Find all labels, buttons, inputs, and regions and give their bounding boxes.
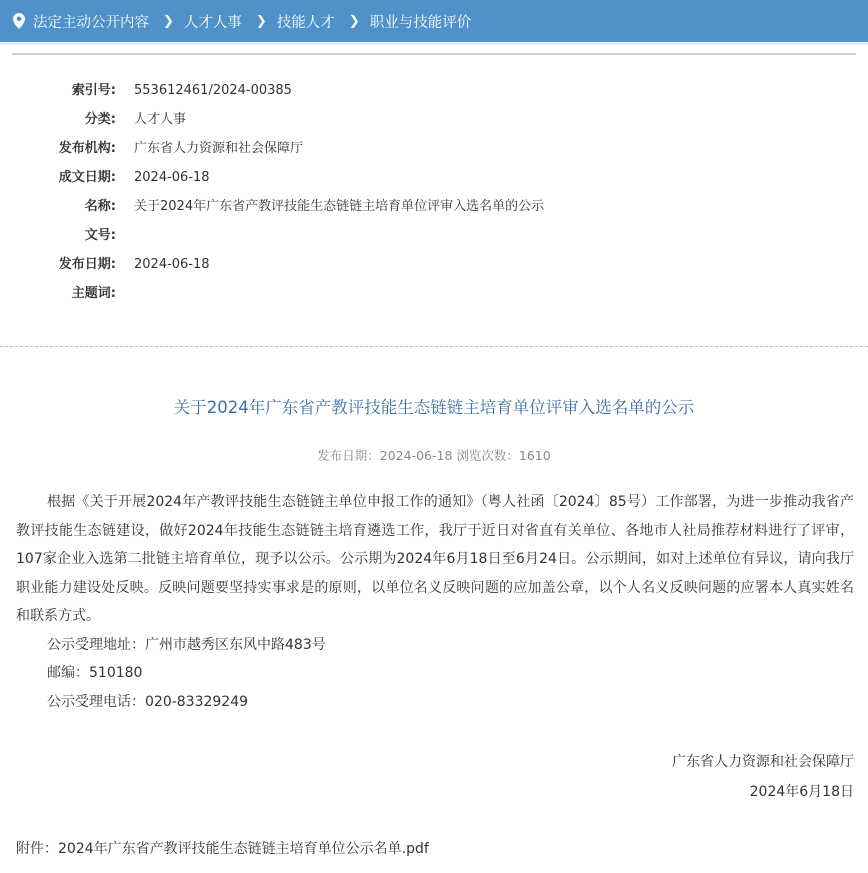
meta-row-doc-number bbox=[0, 221, 868, 250]
signature-date: 2024年6月18日 bbox=[749, 784, 854, 800]
chevron-right-icon: ❯ bbox=[255, 13, 267, 29]
meta-label: 文号: bbox=[84, 228, 116, 243]
meta-row-title bbox=[0, 192, 868, 221]
breadcrumb-item-public-content[interactable]: 法定主动公开内容 bbox=[33, 14, 149, 31]
meta-row-keywords bbox=[0, 279, 868, 308]
article-title: 关于2024年广东省产教评技能生态链链主培育单位评审入选名单的公示 bbox=[173, 398, 695, 417]
breadcrumb-item-talent[interactable]: 人才人事 bbox=[183, 14, 242, 31]
meta-row-publisher bbox=[0, 134, 868, 163]
meta-value: 人才人事 bbox=[134, 112, 187, 127]
meta-value: 广东省人力资源和社会保障厅 bbox=[134, 141, 304, 156]
breadcrumb-item-skilled-talent[interactable]: 技能人才 bbox=[276, 14, 335, 31]
section-divider bbox=[12, 53, 856, 55]
meta-label: 名称: bbox=[84, 199, 116, 214]
meta-row-category bbox=[0, 105, 868, 134]
meta-label: 成文日期: bbox=[58, 170, 116, 185]
meta-label: 分类: bbox=[84, 112, 116, 127]
chevron-right-icon: ❯ bbox=[163, 13, 174, 29]
meta-value: 2024-06-18 bbox=[134, 257, 210, 272]
postcode-line: 邮编：510180 bbox=[47, 665, 143, 681]
meta-row-publish-date bbox=[0, 250, 868, 279]
chevron-right-icon: ❯ bbox=[348, 13, 360, 29]
header-underline bbox=[0, 42, 868, 45]
meta-value: 553612461/2024-00385 bbox=[134, 83, 292, 98]
attachment-label: 附件： bbox=[16, 841, 58, 857]
meta-label: 主题词: bbox=[71, 286, 116, 301]
address-line: 公示受理地址：广州市越秀区东风中路483号 bbox=[47, 636, 326, 653]
article-body bbox=[16, 488, 854, 716]
meta-row-written-date bbox=[0, 163, 868, 192]
breadcrumb-item-skill-evaluation[interactable]: 职业与技能评价 bbox=[369, 14, 472, 31]
publish-info: 发布日期：2024-06-18 浏览次数：1610 bbox=[317, 448, 551, 463]
meta-label: 索引号: bbox=[71, 83, 116, 98]
body-paragraph: 根据《关于开展2024年产教评技能生态链链主单位申报工作的通知》（粤人社函〔2024〕85号）工作部署，为进一步推动我省产教评技能生态链建设，做好2024年技能生态链链主培育遴选工作，我厅于近日对省直有关单位、各地市人社局推荐材料进行了评审，107家企业入选第二批链主培育单位，现予以公示。公示期为2024年6月18日至6月24日。公示期间，如对上述单位有异议，请向我厅职业能力建设处反映。反映问题要坚持实事求是的原则，以单位名义反映问题的应加盖公章，以个人名义反映问题的应署本人真实姓名和联系方式。 bbox=[16, 494, 854, 624]
breadcrumb bbox=[0, 0, 868, 42]
attachment-link[interactable]: 2024年广东省产教评技能生态链链主培育单位公示名单.pdf bbox=[58, 841, 429, 857]
attachment bbox=[16, 838, 429, 858]
signature-org: 广东省人力资源和社会保障厅 bbox=[672, 754, 854, 770]
meta-value: 2024-06-18 bbox=[134, 170, 210, 185]
meta-row-index bbox=[0, 76, 868, 105]
meta-label: 发布机构: bbox=[58, 141, 116, 156]
location-pin-icon bbox=[13, 13, 25, 29]
dashed-divider bbox=[0, 346, 868, 347]
breadcrumb-list bbox=[0, 11, 471, 32]
document-metadata bbox=[0, 76, 868, 308]
phone-line: 公示受理电话：020-83329249 bbox=[47, 693, 249, 710]
meta-label: 发布日期: bbox=[58, 257, 116, 272]
meta-value: 关于2024年广东省产教评技能生态链链主培育单位评审入选名单的公示 bbox=[134, 199, 545, 214]
